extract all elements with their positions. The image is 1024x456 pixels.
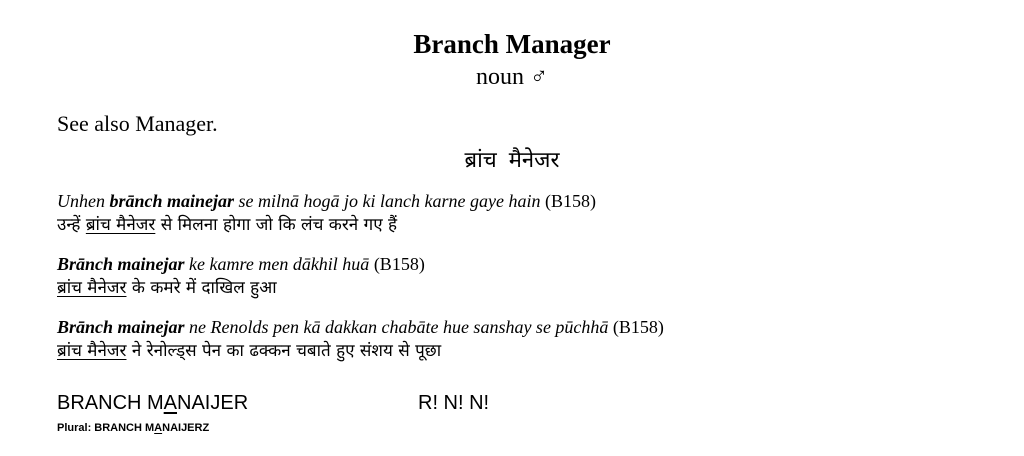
part-of-speech-label: noun: [476, 64, 524, 90]
example-3-source: (B158): [612, 317, 664, 337]
example-2-latin-post: ke kamre men dākhil huā: [184, 254, 370, 274]
example-1-deva-post: से मिलना होगा जो कि लंच करने गए हैं: [155, 215, 398, 235]
plural-form: [57, 421, 209, 435]
masculine-gender-icon: ♂: [530, 64, 548, 90]
example-2-latin-term: Brānch mainejar: [57, 254, 185, 274]
example-1-source: (B158): [544, 191, 596, 211]
example-3-transliteration: [57, 316, 664, 338]
example-1-latin-pre: Unhen: [57, 191, 110, 211]
pronunciation-stressed-vowel: A: [163, 392, 178, 414]
plural-label: Plural: BRANCH M: [57, 422, 155, 434]
example-1-devanagari: [57, 214, 397, 236]
example-1-latin-post: se milnā hogā jo ki lanch karne gaye hain: [234, 191, 541, 211]
example-3-deva-term: ब्रांच मैनेजर: [57, 341, 127, 361]
example-3-devanagari: [57, 340, 441, 362]
example-1-latin-term: brānch mainejar: [109, 191, 235, 211]
example-2-transliteration: [57, 253, 425, 275]
example-2-source: (B158): [373, 254, 425, 274]
tone-pattern: R! N! N!: [418, 392, 490, 414]
pronunciation: [57, 390, 248, 416]
example-1-deva-term: ब्रांच मैनेजर: [85, 215, 156, 235]
part-of-speech: [0, 62, 1024, 92]
plural-stressed-vowel: A: [154, 422, 163, 434]
devanagari-headword: [0, 146, 1024, 176]
devanagari-word-branch: ब्रांच: [464, 148, 497, 173]
example-3-latin-post: ne Renolds pen kā dakkan chabāte hue sanshay se pūchhā: [184, 317, 609, 337]
example-1-deva-pre: उन्हें: [57, 215, 86, 235]
pronunciation-part-1: BRANCH M: [57, 392, 164, 414]
see-also-reference: See also Manager.: [57, 111, 218, 136]
example-3-deva-post: ने रेनोल्ड्स पेन का ढक्कन चबाते हुए संशय से पूछा: [126, 341, 442, 361]
devanagari-word-manager: मैनेजर: [508, 148, 560, 173]
example-2-deva-term: ब्रांच मैनेजर: [57, 278, 127, 298]
example-2-devanagari: [57, 277, 277, 299]
headword: Branch Manager: [413, 29, 611, 59]
pronunciation-part-2: NAIJER: [177, 392, 249, 414]
example-2-deva-post: के कमरे में दाखिल हुआ: [126, 278, 277, 298]
example-1-transliteration: [57, 190, 596, 212]
plural-rest: NAIJERZ: [162, 422, 210, 434]
example-3-latin-term: Brānch mainejar: [57, 317, 185, 337]
